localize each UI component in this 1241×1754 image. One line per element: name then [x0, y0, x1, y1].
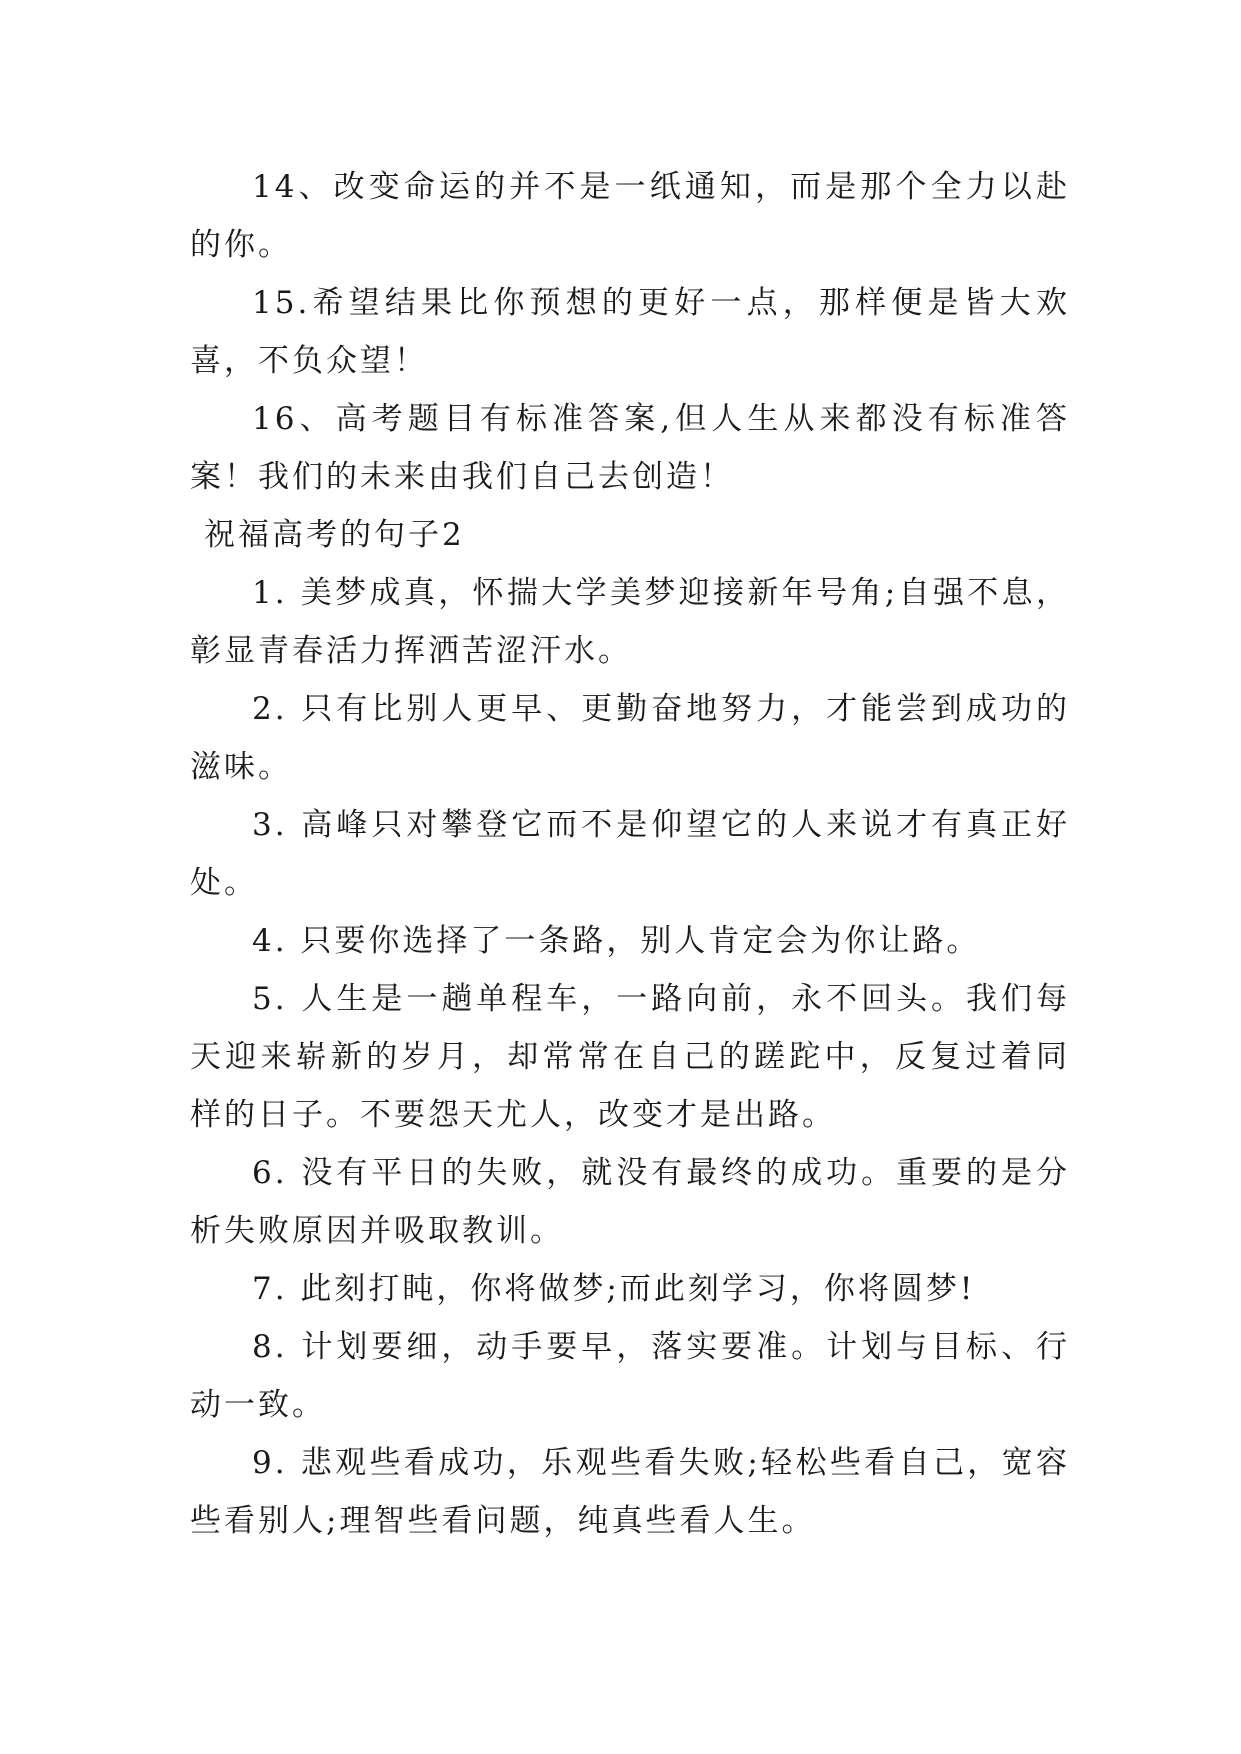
list-item: 8. 计划要细，动手要早，落实要准。计划与目标、行动一致。	[190, 1329, 1070, 1423]
list-item: 4. 只要你选择了一条路，别人肯定会为你让路。	[252, 923, 981, 959]
list-item: 7. 此刻打盹，你将做梦;而此刻学习，你将圆梦!	[252, 1271, 976, 1307]
paragraph-15: 15.希望结果比你预想的更好一点，那样便是皆大欢喜，不负众望！	[190, 285, 1070, 379]
paragraph-14: 14、改变命运的并不是一纸通知，而是那个全力以赴的你。	[190, 169, 1070, 263]
list-item: 2. 只有比别人更早、更勤奋地努力，才能尝到成功的滋味。	[190, 691, 1070, 785]
list-item: 6. 没有平日的失败，就没有最终的成功。重要的是分析失败原因并吸取教训。	[190, 1155, 1070, 1249]
paragraph-16: 16、高考题目有标准答案,但人生从来都没有标准答案！我们的未来由我们自己去创造！	[190, 401, 1070, 495]
section-heading: 祝福高考的句子2	[204, 517, 465, 553]
document-body	[190, 158, 1070, 1550]
list-item: 5. 人生是一趟单程车，一路向前，永不回头。我们每天迎来崭新的岁月，却常常在自己的蹉跎中，反复过着同样的日子。不要怨天尤人，改变才是出路。	[190, 981, 1070, 1133]
list-item: 9. 悲观些看成功，乐观些看失败;轻松些看自己，宽容些看别人;理智些看问题，纯真些看人生。	[190, 1445, 1070, 1539]
list-item: 3. 高峰只对攀登它而不是仰望它的人来说才有真正好处。	[190, 807, 1070, 901]
list-item: 1. 美梦成真，怀揣大学美梦迎接新年号角;自强不息，彰显青春活力挥洒苦涩汗水。	[190, 575, 1070, 669]
